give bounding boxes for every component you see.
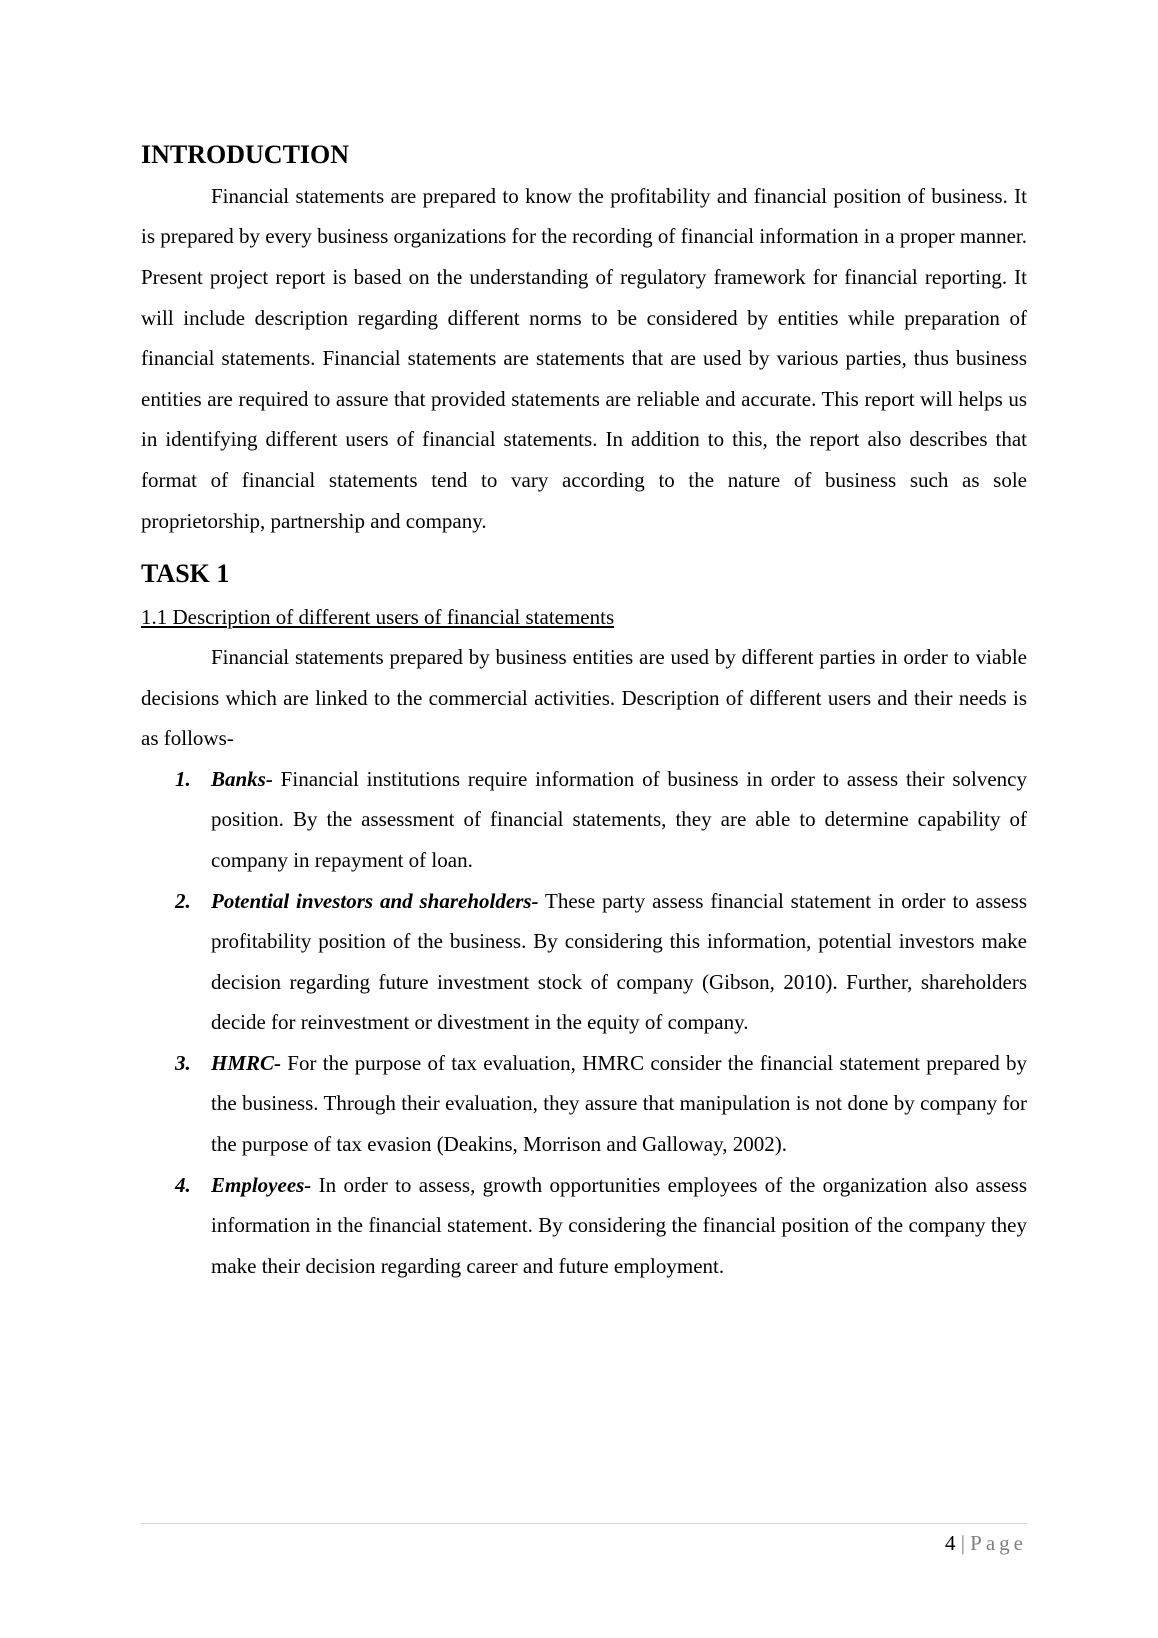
section-1-1-subheading: 1.1 Description of different users of financial statements [141,604,615,629]
page-separator: | [960,1531,965,1555]
list-item-term: Employees- [211,1172,312,1197]
introduction-heading: INTRODUCTION [141,140,350,169]
list-item [175,759,1027,881]
list-item [175,1043,1027,1165]
list-item [175,881,1027,1043]
list-item-number: 4. [175,1172,191,1197]
document-page [141,138,1027,1286]
page-footer [141,1523,1027,1558]
list-item-text: In order to assess, growth opportunities employees of the organization also assess information in the financial statement. By considering the financial position of the company they make their decision regarding career and future employment. [211,1172,1027,1278]
task-1-paragraph: Financial statements prepared by business entities are used by different parties in order to viable decisions which are linked to the commercial activities. Description of different users and their needs is as follows- [141,644,1027,751]
list-item-term: HMRC- [211,1050,282,1075]
list-item-text: These party assess financial statement in order to assess profitability position of the business. By considering this information, potential investors make decision regarding future investment stock of company (Gibson, 2010). Further, shareholders decide for reinvestment or divestment in the equity of company. [211,888,1027,1035]
list-item-term: Potential investors and shareholders- [211,888,539,913]
page-label: Page [970,1531,1027,1555]
list-item-number: 2. [175,888,191,913]
list-item-number: 3. [175,1050,191,1075]
list-item-term: Banks- [211,766,273,791]
task-1-heading: TASK 1 [141,559,230,589]
list-item-text: For the purpose of tax evaluation, HMRC consider the financial statement prepared by the business. Through their evaluation, they assure that manipulation is not done by company for the purpose of tax evasion (Deakins, Morrison and Galloway, 2002). [211,1050,1027,1157]
list-item-text: Financial institutions require information of business in order to assess their solvency position. By the assessment of financial statements, they are able to determine capability of company in repayment of loan. [211,766,1027,872]
users-list [141,759,1027,1287]
introduction-paragraph: Financial statements are prepared to know the profitability and financial position of business. It is prepared by every business organizations for the recording of financial information in a proper manner. Present project report is based on the understanding of regulatory framework for financial reporting. It will include description regarding different norms to be considered by entities while preparation of financial statements. Financial statements are statements that are used by various parties, thus business entities are required to assure that provided statements are reliable and accurate. This report will helps us in identifying different users of financial statements. In addition to this, the report also describes that format of financial statements tend to vary according to the nature of business such as sole proprietorship, partnership and company. [141,183,1027,533]
list-item [175,1165,1027,1287]
list-item-number: 1. [175,766,191,791]
page-number: 4 [944,1531,956,1555]
